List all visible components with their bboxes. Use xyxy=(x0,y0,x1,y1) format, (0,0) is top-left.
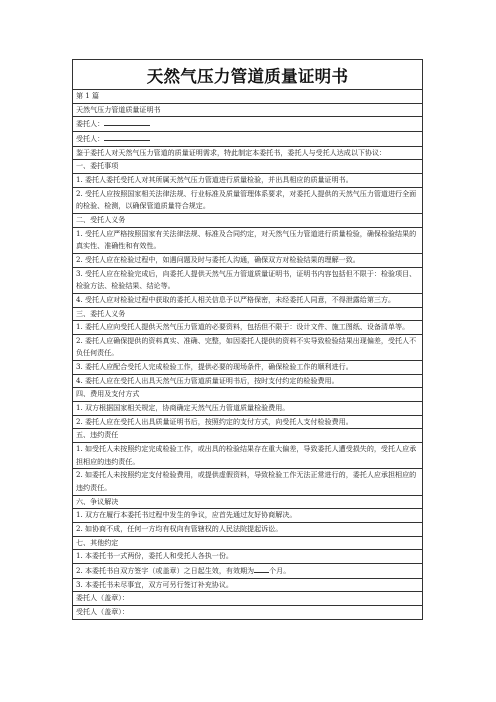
section-heading: 五、违约责任 xyxy=(72,429,423,443)
title-row xyxy=(72,59,423,90)
validity-months-blank[interactable] xyxy=(254,564,269,573)
clause-row: 1. 双方根据国家相关规定，协商确定天然气压力管道质量检验费用。 xyxy=(72,402,423,416)
clause-row: 3. 委托人应配合受托人完成检验工作，提供必要的现场条件，确保检验工作的顺利进行。 xyxy=(72,361,423,375)
consignor-blank[interactable] xyxy=(104,117,150,126)
clause-row: 1. 委托人应向受托人提供天然气压力管道的必要资料，包括但不限于：设计文件、施工图纸、设备清单等。 xyxy=(72,321,423,335)
consignor-row xyxy=(72,117,423,132)
clause-row: 1. 双方在履行本委托书过程中发生的争议，应首先通过友好协商解决。 xyxy=(72,509,423,523)
section-heading: 二、受托人义务 xyxy=(72,214,423,228)
certificate-table xyxy=(72,59,423,620)
section-heading: 七、其他约定 xyxy=(72,537,423,551)
trustee-row xyxy=(72,132,423,147)
clause-row: 2. 受托人应按照国家相关法律法规、行业标准及质量管理体系要求，对委托人提供的天然气压力管道进行全面的检验、检测，以确保管道质量符合规定。 xyxy=(72,188,423,214)
clause-row: 2. 如委托人未按照约定支付检验费用，或提供虚假资料，导致检验工作无法正常进行的，委托人应承担相应的违约责任。 xyxy=(72,469,423,495)
doc-name-row: 天然气压力管道质量证明书 xyxy=(72,104,423,118)
consignor-label: 委托人： xyxy=(76,119,105,129)
section-heading: 三、委托人义务 xyxy=(72,308,423,322)
clause-row: 1. 如受托人未按照约定完成检验工作，或出具的检验结果存在重大偏差，导致委托人遭受损失的，受托人应承担相应的违约责任。 xyxy=(72,443,423,469)
clause-row: 2. 如协商不成，任何一方均有权向有管辖权的人民法院提起诉讼。 xyxy=(72,523,423,537)
clause-row: 3. 受托人应在检验完成后，向委托人提供天然气压力管道质量证明书，证明书内容包括但不限于：检验项目、检验方法、检验结果、结论等。 xyxy=(72,268,423,294)
clause-row: 2. 受托人应在检验过程中，如遇问题及时与委托人沟通，确保双方对检验结果的理解一致。 xyxy=(72,254,423,268)
clause-row: 1. 受托人应严格按照国家有关法律法规、标准及合同约定，对天然气压力管道进行质量检验，确保检验结果的真实性、准确性和有效性。 xyxy=(72,228,423,254)
document-title: 天然气压力管道质量证明书 xyxy=(146,66,349,86)
clause-row: 4. 受托人应对检验过程中获取的委托人相关信息予以严格保密，未经委托人同意，不得泄露给第三方。 xyxy=(72,294,423,308)
validity-unit: 个月。 xyxy=(269,565,291,575)
consignor-seal-row: 委托人（盖章）： xyxy=(72,592,423,606)
chapter-row: 第 1 篇 xyxy=(72,90,423,104)
section-heading: 六、争议解决 xyxy=(72,496,423,510)
section-heading: 一、委托事项 xyxy=(72,160,423,174)
clause-row: 2. 委托人应在受托人出具质量证明书后，按照约定的支付方式，向受托人支付检验费用。 xyxy=(72,416,423,430)
trustee-blank[interactable] xyxy=(104,132,150,141)
trustee-seal-row: 受托人（盖章）： xyxy=(72,606,423,620)
section-heading: 四、费用及支付方式 xyxy=(72,388,423,402)
clause-row: 4. 委托人应在受托人出具天然气压力管道质量证明书后，按时支付约定的检验费用。 xyxy=(72,375,423,389)
preamble-row: 鉴于委托人对天然气压力管道的质量证明需求，特此制定本委托书，委托人与受托人达成以下协议： xyxy=(72,147,423,161)
clause-row: 3. 本委托书未尽事宜，双方可另行签订补充协议。 xyxy=(72,579,423,593)
validity-row xyxy=(72,564,423,579)
clause-row: 1. 委托人委托受托人对其所属天然气压力管道进行质量检验，并出具相应的质量证明书。 xyxy=(72,174,423,188)
clause-row: 1. 本委托书一式两份，委托人和受托人各执一份。 xyxy=(72,550,423,564)
validity-text: 2. 本委托书自双方签字（或盖章）之日起生效，有效期为 xyxy=(76,565,255,575)
trustee-label: 受托人： xyxy=(76,133,105,143)
clause-row: 2. 委托人应确保提供的资料真实、准确、完整，如因委托人提供的资料不实导致检验结果出现偏差，受托人不负任何责任。 xyxy=(72,335,423,361)
